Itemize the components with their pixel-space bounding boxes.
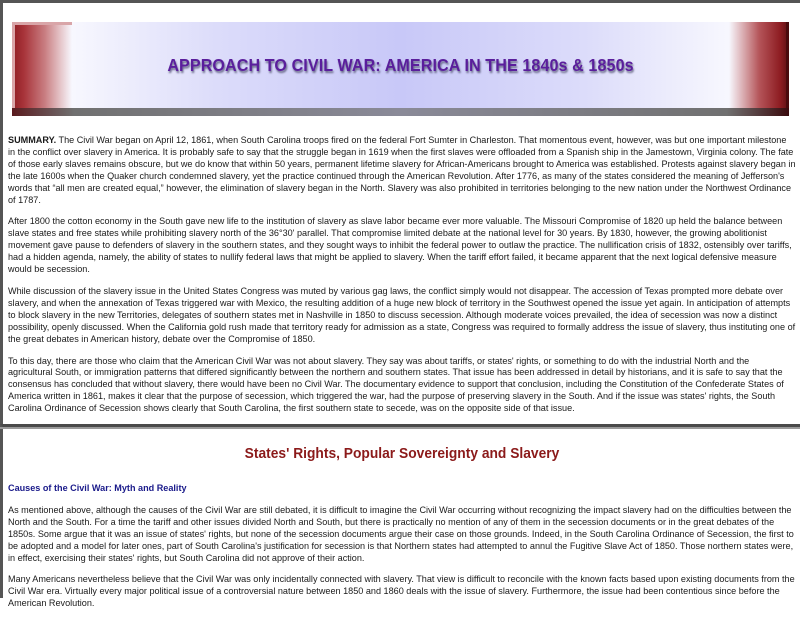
states-rights-section — [8, 441, 796, 620]
summary-paragraph: To this day, there are those who claim that the American Civil War was not about slavery. They say was about tariffs, or states' rights, or something to do with the industrial North and the agricultural South, or immigration patterns that differed significantly between the northern and southern states. That issue has been addressed in detail by historians, and it is safe to say that the consensus has concluded that without slavery, there would have been no Civil War. The documentary evidence to support that conclusion, including the Constitution of the Confederate States of America written in 1861, makes it clear that the purpose of secession, which triggered the war, had the purpose of preserving slavery in the South. And if the issue was states' rights, the South Carolina Ordinance of Secession shows clearly that South Carolina, the first southern state to secede, was on the opposite side of that issue. — [8, 355, 784, 414]
summary-paragraph: While discussion of the slavery issue in the United States Congress was muted by various gag laws, the conflict simply would not disappear. The accession of Texas prompted more debate over slavery, and when the annexation of Texas triggered war with Mexico, the resulting addition of a huge new block of territory in the Southwest opened the issue yet again. In anticipation of attempts to block slavery in the new Territories, delegates of southern states met in Nashville in 1850 to discuss secession. Although moderate voices prevailed, the idea of secession was now a distinct possibility, openly discussed. When the California gold rush made that territory ready for admission as a state, Congress was required to formally address the issue of slavery, thus instituting one of the great debates in American history, debate over the Compromise of 1850. — [8, 285, 796, 344]
summary-section — [8, 135, 796, 425]
panel-divider — [0, 427, 800, 429]
section-paragraph: Many Americans nevertheless believe that the Civil War was only incidentally connected with slavery. That view is difficult to reconcile with the known facts based upon existing documents from the Civil War era. Virtually every major political issue of a controversial nature between 1850 and 1860 deals with the issue of slavery. Furthermore, the issue had been contentious since before the American Revolution. — [8, 574, 795, 609]
section-subheading: Causes of the Civil War: Myth and Reality — [8, 483, 187, 493]
title-banner — [12, 22, 789, 116]
page-title: APPROACH TO CIVIL WAR: AMERICA IN THE 1840s & 1850s — [167, 55, 634, 75]
section-paragraph: As mentioned above, although the causes of the Civil War are still debated, it is difficult to imagine the Civil War occurring without recognizing the impact slavery had on the difficulties between the North and the South. For a time the tariff and other issues divided North and South, but there is practically no mention of any of them in the secession documents or in the great debates of the 1850s. Some argue that it was an issue of states' rights, but none of the secession documents argue their case on those grounds. Indeed, in the South Carolina Ordinance of Secession, the first to be adopted and a model for later ones, part of South Carolina's justification for secession is that Northern states had attempted to annul the Fugitive Slave Act of 1850. Those northern states were, in effect, exercising their states' rights, but South Carolina did not approve of their action. — [8, 504, 794, 563]
summary-paragraph: After 1800 the cotton economy in the South gave new life to the institution of slavery as slave labor became ever more valuable. The Missouri Compromise of 1820 up held the balance between slave states and free states while prohibiting slavery north of the 36°30' parallel. That compromise limited debate at the national level for 30 years. By 1830, however, the growing abolitionist movement gave pause to defenders of slavery in the southern states, and they sought ways to inhibit the federal power to outlaw the practice. The nullification crisis of 1832, ostensibly over tariffs, had a hidden agenda, namely, the ability of states to nullify federal laws that might be applied to slavery. When the tariff effort failed, it became apparent that the next logical defensive measure would be secession. — [8, 216, 792, 275]
summary-label: SUMMARY. — [8, 135, 57, 145]
section-title: States' Rights, Popular Sovereignty and Slavery — [244, 445, 560, 462]
banner-base — [12, 108, 789, 116]
summary-paragraph: SUMMARY. The Civil War began on April 12, 1861, when South Carolina troops fired on the federal Fort Sumter in Charleston. That momentous event, however, was but one important milestone in the conflict over slavery in America. It is probably safe to say that the struggle began in 1619 when the first slaves were offloaded from a Spanish ship in the Jamestown, Virginia colony. The fate of those early slaves remains obscure, but we do know that within 50 years, permanent lifetime slavery for African-Americans brought to America was established. Protests against slavery began in the late 1600s when the Quaker church condemned slavery, yet the practice continued through the American Revolution. After 1776, as many of the states considered the meaning of Jefferson's words that “all men are created equal,” however, the elimination of slavery began in the North. Slavery was also prohibited in territories belonging to the new nation under the Northwest Ordinance of 1787. — [8, 135, 796, 205]
